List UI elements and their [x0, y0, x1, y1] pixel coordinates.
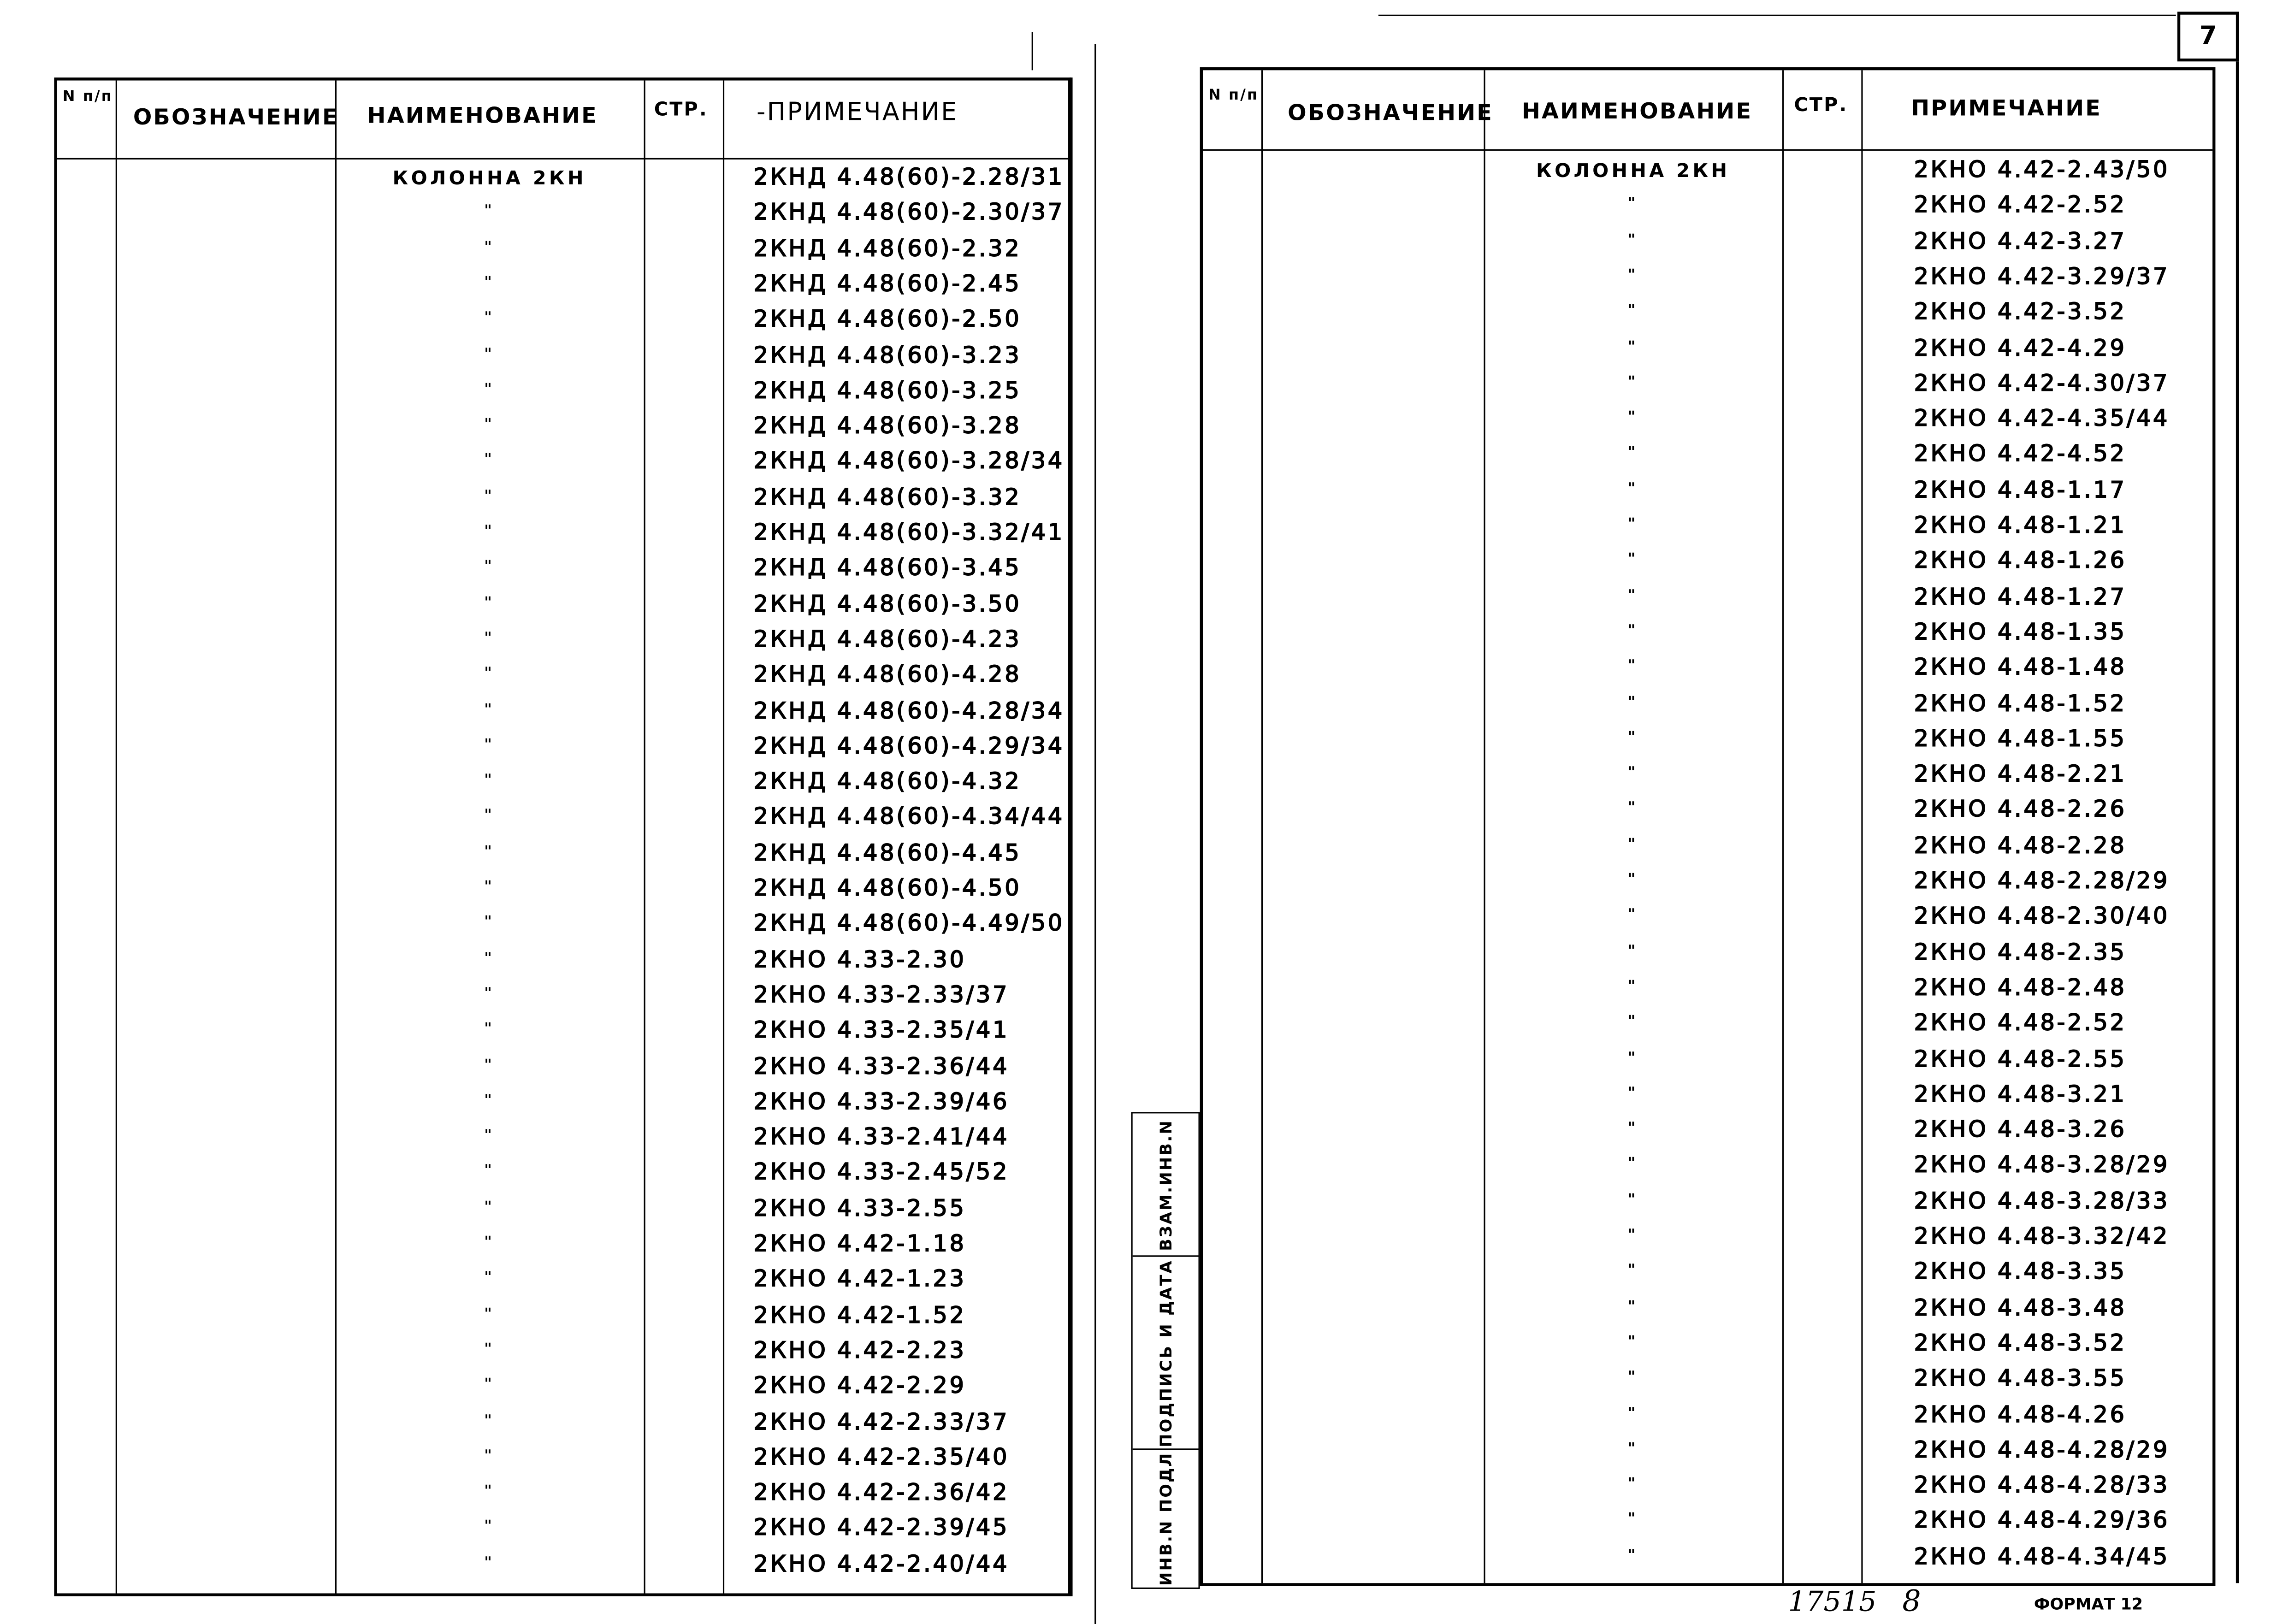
row-name-ditto: " [484, 844, 495, 860]
row-name-ditto: " [1627, 623, 1638, 639]
row-note: 2КНО 4.48-3.32/42 [1914, 1223, 2170, 1250]
row-note: 2КНД 4.48(60)-4.32 [753, 768, 1022, 795]
row-name-ditto: " [1627, 481, 1638, 497]
row-note: 2КНО 4.42-4.35/44 [1914, 405, 2170, 432]
row-name-ditto: " [1627, 943, 1638, 959]
row-name-ditto: " [1627, 801, 1638, 817]
row-name-ditto: " [1627, 765, 1638, 782]
row-note: 2КНО 4.33-2.35/41 [753, 1017, 1010, 1044]
row-note: 2КНО 4.48-3.48 [1914, 1294, 2127, 1321]
row-name-ditto: " [1627, 1156, 1638, 1173]
row-name-ditto: " [484, 524, 495, 540]
row-note: 2КНО 4.48-2.21 [1914, 761, 2127, 787]
row-name-ditto: " [1627, 303, 1638, 319]
row-note: 2КНД 4.48(60)-4.29/34 [753, 732, 1065, 759]
row-note: 2КНО 4.48-4.26 [1914, 1401, 2127, 1428]
row-name-ditto: " [484, 1199, 495, 1216]
top-border-line [1378, 15, 2176, 16]
row-note: 2КНО 4.48-2.35 [1914, 939, 2127, 965]
header-designation: ОБОЗНАЧЕНИЕ [1288, 99, 1494, 126]
row-note: 2КНД 4.48(60)-3.23 [753, 342, 1022, 368]
row-name-ditto: " [1627, 374, 1638, 390]
row-name-ditto: " [484, 701, 495, 718]
row-name-ditto: " [484, 559, 495, 576]
row-name-ditto: " [484, 808, 495, 825]
row-note: 2КНО 4.48-3.21 [1914, 1081, 2127, 1108]
row-note: 2КНО 4.48-1.27 [1914, 583, 2127, 610]
row-name-ditto: " [484, 417, 495, 433]
left-specification-table [54, 77, 1071, 1596]
row-name-ditto: " [484, 204, 495, 220]
row-name-ditto: " [1627, 1227, 1638, 1244]
row-note: 2КНО 4.42-4.52 [1914, 441, 2127, 467]
row-name-ditto: " [484, 488, 495, 505]
row-name-ditto: " [484, 737, 495, 753]
row-name-ditto: " [1627, 1370, 1638, 1386]
header-num: N п/п [1208, 88, 1259, 104]
row-name-ditto: " [484, 346, 495, 362]
row-name-ditto: " [1627, 872, 1638, 888]
row-name-ditto: " [484, 310, 495, 327]
row-note: 2КНД 4.48(60)-2.30/37 [753, 199, 1065, 226]
row-note: 2КНД 4.48(60)-4.28 [753, 661, 1022, 688]
left-table-outer-border [1070, 77, 1072, 1596]
format-label: ФОРМАТ 12 [2034, 1594, 2143, 1614]
row-name-ditto: " [484, 1234, 495, 1251]
row-name-ditto: " [484, 773, 495, 789]
row-note: 2КНД 4.48(60)-4.50 [753, 875, 1022, 902]
row-note: 2КНО 4.42-3.29/37 [1914, 263, 2170, 290]
row-name-ditto: " [484, 666, 495, 682]
row-note: 2КНО 4.33-2.36/44 [753, 1052, 1010, 1079]
left-table-rows [57, 81, 1068, 1594]
row-note: 2КНО 4.48-1.35 [1914, 619, 2127, 645]
stamp-signature-date: ПОДПИСЬ И ДАТА [1156, 1258, 1175, 1447]
row-name-ditto: " [1627, 1192, 1638, 1208]
row-note: 2КНД 4.48(60)-4.45 [753, 839, 1022, 866]
row-name-ditto: " [484, 1377, 495, 1394]
row-name-ditto: " [1627, 979, 1638, 995]
row-note: 2КНО 4.42-3.27 [1914, 227, 2127, 254]
row-name: КОЛОННА 2КН [1536, 161, 1730, 183]
header-page: СТР. [1794, 95, 1848, 117]
stamp-strip [1131, 1112, 1200, 1589]
row-note: 2КНО 4.48-3.28/29 [1914, 1152, 2170, 1179]
row-name-ditto: " [484, 1306, 495, 1323]
row-note: 2КНО 4.42-1.18 [753, 1230, 966, 1257]
scan-mark [1032, 32, 1033, 71]
row-note: 2КНО 4.48-3.28/33 [1914, 1187, 2170, 1214]
row-note: 2КНД 4.48(60)-2.50 [753, 306, 1022, 333]
row-note: 2КНО 4.48-2.28 [1914, 832, 2127, 859]
row-note: 2КНО 4.42-2.43/50 [1914, 156, 2170, 183]
row-name-ditto: " [484, 950, 495, 967]
stamp-original-inv: ИНВ.N ПОДЛ [1156, 1452, 1175, 1586]
row-note: 2КНО 4.42-4.30/37 [1914, 370, 2170, 396]
row-name-ditto: " [484, 1483, 495, 1500]
row-note: 2КНО 4.33-2.41/44 [753, 1123, 1010, 1151]
row-note: 2КНД 4.48(60)-3.32/41 [753, 519, 1065, 546]
header-name: НАИМЕНОВАНИЕ [367, 102, 598, 129]
row-note: 2КНО 4.42-2.52 [1914, 192, 2127, 219]
row-name-ditto: " [1627, 410, 1638, 426]
row-name-ditto: " [1627, 694, 1638, 710]
row-name-ditto: " [1627, 1334, 1638, 1351]
row-note: 2КНО 4.42-2.39/45 [753, 1515, 1010, 1541]
right-frame-border [2236, 61, 2239, 1583]
row-note: 2КНО 4.48-1.48 [1914, 654, 2127, 681]
right-specification-table [1200, 67, 2216, 1586]
row-note: 2КНО 4.48-4.29/36 [1914, 1507, 2170, 1534]
row-note: 2КНО 4.48-2.30/40 [1914, 903, 2170, 930]
row-name-ditto: " [1627, 338, 1638, 355]
row-note: 2КНО 4.48-1.26 [1914, 548, 2127, 574]
row-name-ditto: " [484, 1057, 495, 1074]
row-name-ditto: " [484, 595, 495, 611]
row-name-ditto: " [1627, 1441, 1638, 1457]
row-name-ditto: " [1627, 730, 1638, 746]
row-note: 2КНО 4.42-2.36/42 [753, 1479, 1010, 1506]
row-note: 2КНО 4.42-2.23 [753, 1337, 966, 1364]
row-note: 2КНО 4.33-2.33/37 [753, 981, 1010, 1008]
row-name-ditto: " [484, 1554, 495, 1571]
row-note: 2КНО 4.48-1.52 [1914, 690, 2127, 716]
row-name-ditto: " [484, 879, 495, 896]
row-note: 2КНО 4.42-4.29 [1914, 334, 2127, 361]
row-note: 2КНД 4.48(60)-4.23 [753, 626, 1022, 653]
row-name-ditto: " [1627, 196, 1638, 213]
row-name-ditto: " [484, 1093, 495, 1109]
row-name-ditto: " [1627, 1050, 1638, 1066]
row-name-ditto: " [484, 1448, 495, 1465]
row-note: 2КНД 4.48(60)-4.49/50 [753, 910, 1065, 937]
row-name-ditto: " [1627, 1405, 1638, 1422]
row-note: 2КНО 4.42-1.52 [753, 1301, 966, 1328]
row-note: 2КНД 4.48(60)-3.25 [753, 377, 1022, 404]
header-note: ПРИМЕЧАНИЕ [1911, 95, 2102, 122]
row-name-ditto: " [1627, 1014, 1638, 1031]
row-name-ditto: " [1627, 836, 1638, 853]
row-note: 2КНО 4.42-1.23 [753, 1266, 966, 1293]
row-name-ditto: " [484, 1412, 495, 1429]
row-name-ditto: " [1627, 1263, 1638, 1280]
header-name: НАИМЕНОВАНИЕ [1521, 98, 1753, 124]
row-note: 2КНО 4.48-4.28/29 [1914, 1436, 2170, 1463]
row-name-ditto: " [484, 630, 495, 647]
row-note: 2КНО 4.48-1.17 [1914, 476, 2127, 503]
row-name-ditto: " [1627, 1299, 1638, 1315]
row-name-ditto: " [484, 239, 495, 256]
row-name-ditto: " [484, 915, 495, 931]
row-note: 2КНО 4.42-2.35/40 [753, 1444, 1010, 1470]
row-note: 2КНО 4.48-3.52 [1914, 1329, 2127, 1356]
header-designation: ОБОЗНАЧЕНИЕ [133, 104, 339, 130]
row-note: 2КНО 4.48-2.48 [1914, 974, 2127, 1001]
sheet-mark: 8 [1902, 1583, 1921, 1618]
row-note: 2КНО 4.33-2.45/52 [753, 1159, 1010, 1186]
row-name-ditto: " [1627, 1476, 1638, 1493]
row-name-ditto: " [484, 986, 495, 1002]
row-note: 2КНО 4.33-2.55 [753, 1195, 966, 1222]
row-name-ditto: " [484, 1341, 495, 1358]
row-name-ditto: " [484, 275, 495, 291]
row-name-ditto: " [1627, 232, 1638, 248]
row-note: 2КНО 4.33-2.39/46 [753, 1088, 1010, 1115]
header-note: -ПРИМЕЧАНИЕ [756, 98, 958, 128]
row-note: 2КНО 4.48-4.28/33 [1914, 1472, 2170, 1499]
row-note: 2КНД 4.48(60)-3.28 [753, 413, 1022, 439]
row-name-ditto: " [1627, 1547, 1638, 1564]
row-note: 2КНД 4.48(60)-3.50 [753, 591, 1022, 617]
row-name-ditto: " [484, 381, 495, 398]
row-name-ditto: " [484, 1022, 495, 1038]
row-name-ditto: " [1627, 516, 1638, 533]
row-note: 2КНО 4.48-2.55 [1914, 1045, 2127, 1072]
row-note: 2КНД 4.48(60)-4.34/44 [753, 803, 1065, 830]
row-note: 2КНО 4.42-3.52 [1914, 299, 2127, 325]
stamp-replacement-inv: ВЗАМ.ИНВ.N [1156, 1118, 1175, 1251]
row-note: 2КНО 4.48-3.26 [1914, 1116, 2127, 1143]
row-name: КОЛОННА 2КН [392, 168, 586, 190]
row-name-ditto: " [1627, 907, 1638, 924]
handwritten-number: 17515 [1788, 1586, 1877, 1618]
page-fold-line [1094, 44, 1096, 1624]
page-number: 7 [2177, 12, 2239, 61]
row-note: 2КНО 4.48-2.28/29 [1914, 868, 2170, 894]
row-note: 2КНД 4.48(60)-4.28/34 [753, 697, 1065, 724]
right-table-rows [1203, 70, 2212, 1583]
row-note: 2КНО 4.48-1.55 [1914, 725, 2127, 752]
row-note: 2КНД 4.48(60)-3.32 [753, 484, 1022, 510]
row-name-ditto: " [484, 1270, 495, 1287]
row-name-ditto: " [1627, 445, 1638, 462]
row-name-ditto: " [1627, 658, 1638, 675]
row-name-ditto: " [484, 1163, 495, 1180]
row-name-ditto: " [484, 1519, 495, 1535]
row-name-ditto: " [1627, 1121, 1638, 1137]
row-note: 2КНО 4.48-2.26 [1914, 796, 2127, 823]
row-note: 2КНО 4.48-4.34/45 [1914, 1543, 2170, 1570]
row-note: 2КНО 4.42-2.33/37 [753, 1408, 1010, 1435]
row-note: 2КНО 4.42-2.29 [753, 1372, 966, 1399]
row-name-ditto: " [1627, 587, 1638, 604]
row-name-ditto: " [484, 453, 495, 469]
row-note: 2КНО 4.42-2.40/44 [753, 1550, 1010, 1577]
row-name-ditto: " [1627, 1512, 1638, 1528]
row-note: 2КНД 4.48(60)-2.45 [753, 270, 1022, 297]
row-name-ditto: " [484, 1128, 495, 1145]
row-note: 2КНО 4.48-3.35 [1914, 1258, 2127, 1285]
row-note: 2КНД 4.48(60)-2.32 [753, 235, 1022, 261]
row-name-ditto: " [1627, 267, 1638, 284]
row-note: 2КНО 4.33-2.30 [753, 946, 966, 973]
row-name-ditto: " [1627, 552, 1638, 568]
row-note: 2КНО 4.48-1.21 [1914, 512, 2127, 539]
row-name-ditto: " [1627, 1085, 1638, 1102]
row-note: 2КНД 4.48(60)-2.28/31 [753, 164, 1065, 190]
row-note: 2КНД 4.48(60)-3.45 [753, 555, 1022, 582]
header-num: N п/п [62, 89, 113, 106]
row-note: 2КНД 4.48(60)-3.28/34 [753, 448, 1065, 475]
row-note: 2КНО 4.48-2.52 [1914, 1010, 2127, 1036]
row-note: 2КНО 4.48-3.55 [1914, 1365, 2127, 1392]
header-page: СТР. [654, 99, 708, 122]
